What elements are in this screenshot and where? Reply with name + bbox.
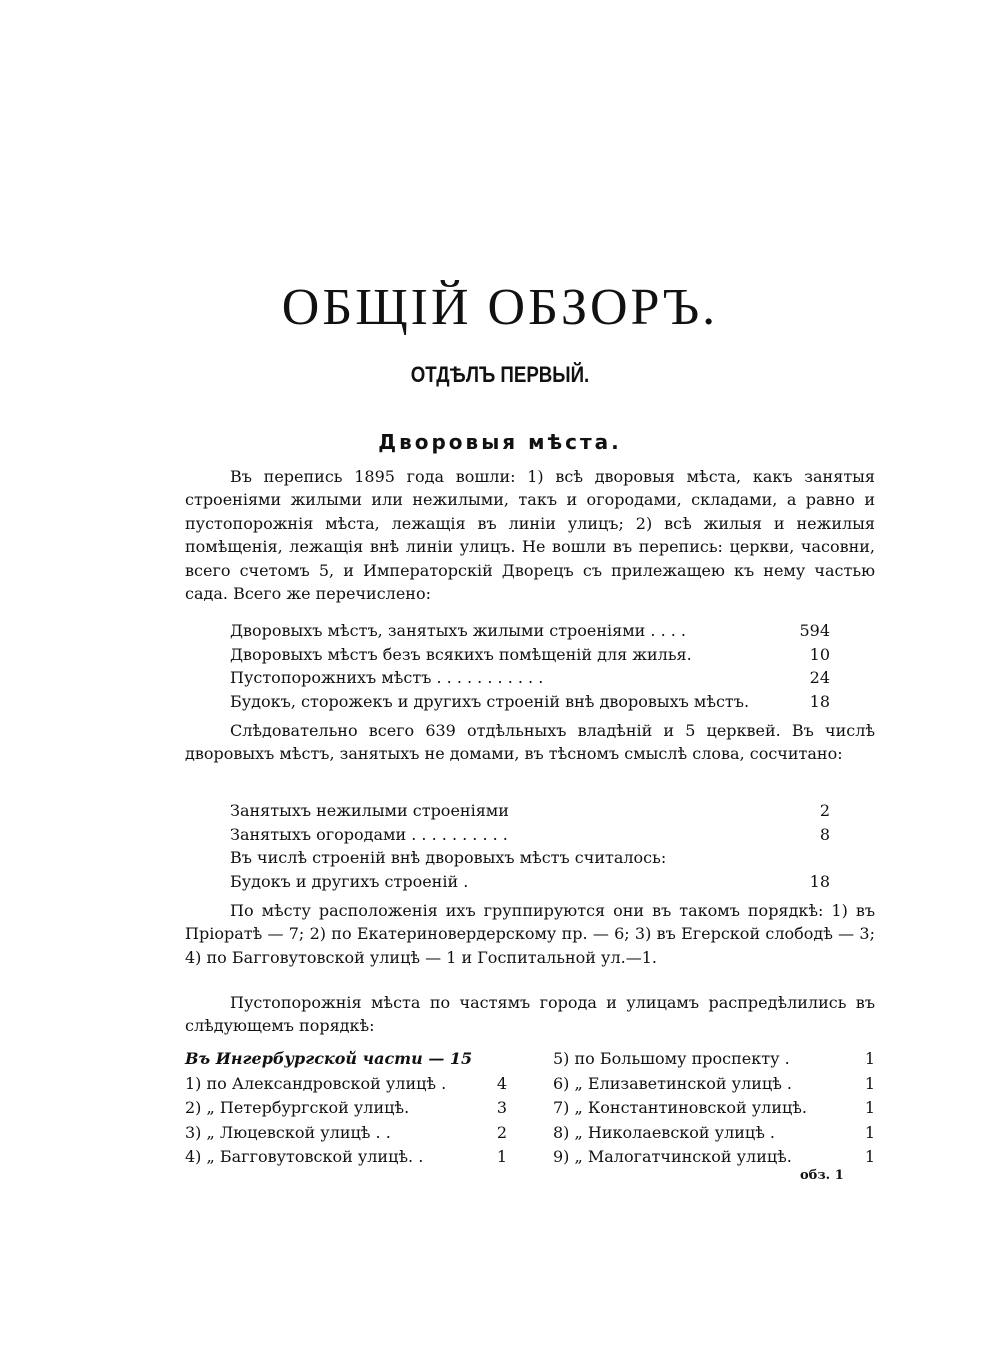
stat-row (230, 690, 830, 714)
stat-label: Занятыхъ нежилыми строеніями (230, 801, 509, 820)
street-label: 8) „ Николаевской улицѣ . (553, 1122, 776, 1142)
street-label: 9) „ Малогатчинской улицѣ. (553, 1147, 792, 1166)
stat-label: Дворовыхъ мѣстъ безъ всякихъ помѣщеній для жилья. (230, 644, 692, 664)
intro-paragraph: Въ перепись 1895 года вошли: 1) всѣ дворовыя мѣста, какъ занятыя строеніями жилыми или нежилыми, такъ и огородами, складами, а равно и пустопорожнія мѣста, лежащія въ линіи улицъ; 2) всѣ жилыя и нежилыя помѣщенія, лежащія внѣ линіи улицъ. Не вошли въ перепись: церкви, часовни, всего счетомъ 5, и Императорскій Дворецъ съ прилежащею къ нему частью сада. Всего же перечислено: (185, 467, 875, 604)
street-row (185, 1121, 507, 1146)
signature-mark: обз. 1 (800, 1168, 844, 1183)
street-label: 5) по Большому проспекту . (553, 1049, 790, 1068)
stat-label: Будокъ, сторожекъ и другихъ строеній внѣ дворовыхъ мѣстъ. (230, 691, 750, 711)
section-title: ОТДѢЛЪ ПЕРВЫЙ. (410, 362, 590, 387)
stat-value: 18 (809, 691, 830, 711)
stat-value: 2 (819, 801, 830, 820)
stat-row (230, 799, 830, 823)
stat-row (230, 643, 830, 667)
stat-row (230, 823, 830, 847)
stats-list-1 (230, 619, 830, 713)
street-value: 1 (864, 1049, 875, 1068)
stat-value: 24 (809, 668, 830, 687)
location-paragraph: По мѣсту расположенія ихъ группируются они въ такомъ порядкѣ: 1) въ Пріоратѣ — 7; 2) по Екатериновердерскому пр. — 6; 3) въ Егерской слободѣ — 3; 4) по Багговутовской улицѣ — 1 и Госпитальной ул.—1. (185, 901, 875, 967)
streets-table (185, 1047, 875, 1170)
street-value: 1 (864, 1098, 875, 1117)
street-value: 1 (864, 1073, 875, 1093)
street-label: 6) „ Елизаветинской улицѣ . (553, 1073, 793, 1093)
stat-label: Дворовыхъ мѣстъ, занятыхъ жилыми строеніями . . . . (230, 621, 687, 640)
street-row (185, 1096, 507, 1121)
stat-value: 594 (799, 621, 830, 640)
street-value: 1 (864, 1147, 875, 1166)
distribution-paragraph: Пустопорожнія мѣста по частямъ города и улицамъ распредѣлились въ слѣдующемъ порядкѣ: (185, 993, 875, 1036)
street-value: 2 (496, 1122, 507, 1142)
street-value: 4 (496, 1073, 507, 1093)
stat-row (230, 870, 830, 894)
stat-label: Занятыхъ огородами . . . . . . . . . . (230, 824, 508, 844)
street-value: 1 (864, 1122, 875, 1142)
street-row (553, 1145, 875, 1170)
street-label: 1) по Александровской улицѣ . (185, 1073, 447, 1093)
summary-paragraph: Слѣдовательно всего 639 отдѣльныхъ владѣній и 5 церквей. Въ числѣ дворовыхъ мѣстъ, занятыхъ не домами, въ тѣсномъ смыслѣ слова, сосчитано: (185, 721, 875, 764)
stat-row (230, 846, 830, 870)
stat-label: Пустопорожнихъ мѣстъ . . . . . . . . . . . (230, 668, 544, 687)
street-label: 7) „ Константиновской улицѣ. (553, 1098, 808, 1117)
stat-label: Въ числѣ строеній внѣ дворовыхъ мѣстъ считалось: (230, 848, 667, 867)
street-row (185, 1145, 507, 1170)
street-row (553, 1096, 875, 1121)
stat-row (230, 619, 830, 643)
street-row (553, 1121, 875, 1146)
district-heading: Въ Ингербургской части — 15 (185, 1049, 473, 1068)
left-column (185, 1047, 507, 1170)
page-title: ОБЩІЙ ОБЗОРЪ. (281, 279, 719, 336)
stat-value: 8 (819, 824, 830, 844)
street-label: 3) „ Люцевской улицѣ . . (185, 1122, 391, 1142)
stats-list-2 (230, 799, 830, 893)
street-label: 2) „ Петербургской улицѣ. (185, 1098, 410, 1117)
street-value: 3 (496, 1098, 507, 1117)
right-column (553, 1047, 875, 1170)
chapter-heading: Дворовыя мѣста. (378, 430, 622, 454)
stat-label: Будокъ и другихъ строеній . (230, 871, 469, 891)
stat-value: 10 (809, 644, 830, 664)
street-label: 4) „ Багговутовской улицѣ. . (185, 1147, 424, 1166)
street-row (553, 1072, 875, 1097)
street-row (185, 1072, 507, 1097)
stat-row (230, 666, 830, 690)
street-row (553, 1047, 875, 1072)
street-value: 1 (496, 1147, 507, 1166)
stat-value: 18 (809, 871, 830, 891)
